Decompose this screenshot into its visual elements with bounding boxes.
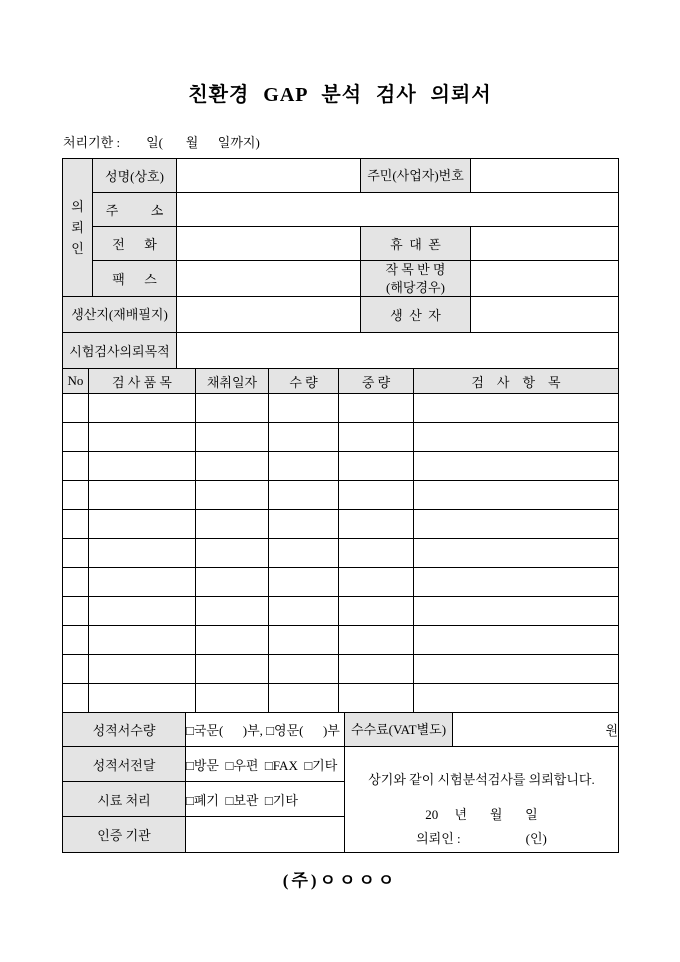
phone-label: 전 화 bbox=[93, 227, 177, 261]
item-cell[interactable] bbox=[196, 510, 269, 539]
crop-team-label-line1: 작 목 반 명 bbox=[385, 262, 446, 277]
item-cell[interactable] bbox=[339, 539, 414, 568]
producer-input-cell[interactable] bbox=[471, 297, 619, 333]
item-row bbox=[63, 423, 619, 452]
item-cell[interactable] bbox=[414, 568, 619, 597]
item-row bbox=[63, 655, 619, 684]
item-cell[interactable] bbox=[339, 452, 414, 481]
col-header-test-items: 검 사 항 목 bbox=[414, 369, 619, 394]
item-row bbox=[63, 597, 619, 626]
item-cell[interactable] bbox=[339, 568, 414, 597]
item-cell[interactable] bbox=[339, 423, 414, 452]
signer-line: 의뢰인 : (인) bbox=[416, 831, 547, 847]
item-cell[interactable] bbox=[63, 510, 89, 539]
report-delivery-options[interactable]: □방문 □우편 □FAX □기타 bbox=[186, 747, 345, 782]
item-cell[interactable] bbox=[269, 655, 339, 684]
item-row bbox=[63, 684, 619, 713]
sample-handling-label: 시료 처리 bbox=[63, 782, 186, 817]
fee-label: 수수료(VAT별도) bbox=[345, 713, 453, 747]
item-row bbox=[63, 452, 619, 481]
col-header-quantity: 수 량 bbox=[269, 369, 339, 394]
item-cell[interactable] bbox=[414, 510, 619, 539]
item-cell[interactable] bbox=[196, 655, 269, 684]
signature-area bbox=[345, 747, 619, 853]
item-cell[interactable] bbox=[196, 684, 269, 713]
item-cell[interactable] bbox=[414, 394, 619, 423]
item-cell[interactable] bbox=[89, 510, 196, 539]
item-cell[interactable] bbox=[196, 568, 269, 597]
fee-input-cell[interactable]: 원 bbox=[453, 713, 619, 747]
item-row bbox=[63, 510, 619, 539]
col-header-item: 검 사 품 목 bbox=[89, 369, 196, 394]
item-cell[interactable] bbox=[196, 539, 269, 568]
item-cell[interactable] bbox=[339, 655, 414, 684]
item-cell[interactable] bbox=[63, 597, 89, 626]
production-site-label: 생산지(재배필지) bbox=[63, 297, 177, 333]
item-cell[interactable] bbox=[63, 684, 89, 713]
item-cell[interactable] bbox=[269, 510, 339, 539]
phone-input-cell[interactable] bbox=[177, 227, 361, 261]
request-statement: 상기와 같이 시험분석검사를 의뢰합니다. bbox=[368, 772, 595, 788]
report-qty-label: 성적서수량 bbox=[63, 713, 186, 747]
deadline-line: 처리기한 : 일( 월 일까지) bbox=[63, 135, 260, 150]
cert-org-input-cell[interactable] bbox=[186, 817, 345, 853]
item-cell[interactable] bbox=[63, 452, 89, 481]
producer-label: 생 산 자 bbox=[361, 297, 471, 333]
item-cell[interactable] bbox=[269, 539, 339, 568]
id-number-label: 주민(사업자)번호 bbox=[361, 159, 471, 193]
item-cell[interactable] bbox=[196, 597, 269, 626]
options-table bbox=[62, 712, 619, 853]
items-table bbox=[62, 368, 619, 713]
date-line: 20 년 월 일 bbox=[425, 807, 538, 823]
item-cell[interactable] bbox=[196, 481, 269, 510]
production-site-input-cell[interactable] bbox=[177, 297, 361, 333]
mobile-label: 휴 대 폰 bbox=[361, 227, 471, 261]
name-label: 성명(상호) bbox=[93, 159, 177, 193]
item-cell[interactable] bbox=[63, 626, 89, 655]
purpose-input-cell[interactable] bbox=[177, 333, 619, 369]
item-row bbox=[63, 481, 619, 510]
col-header-sampling-date: 채취일자 bbox=[196, 369, 269, 394]
fax-label: 팩 스 bbox=[93, 261, 177, 297]
item-cell[interactable] bbox=[269, 423, 339, 452]
item-cell[interactable] bbox=[89, 452, 196, 481]
cert-org-label: 인증 기관 bbox=[63, 817, 186, 853]
item-cell[interactable] bbox=[89, 539, 196, 568]
item-cell[interactable] bbox=[414, 481, 619, 510]
item-cell[interactable] bbox=[63, 539, 89, 568]
item-cell[interactable] bbox=[339, 597, 414, 626]
item-cell[interactable] bbox=[269, 568, 339, 597]
item-cell[interactable] bbox=[339, 626, 414, 655]
item-cell[interactable] bbox=[269, 684, 339, 713]
item-cell[interactable] bbox=[63, 568, 89, 597]
item-cell[interactable] bbox=[63, 655, 89, 684]
item-cell[interactable] bbox=[89, 423, 196, 452]
sample-handling-options[interactable]: □폐기 □보관 □기타 bbox=[186, 782, 345, 817]
item-cell[interactable] bbox=[63, 423, 89, 452]
crop-team-label-line2: (해당경우) bbox=[386, 279, 445, 295]
item-cell[interactable] bbox=[269, 394, 339, 423]
item-cell[interactable] bbox=[89, 394, 196, 423]
item-cell[interactable] bbox=[414, 452, 619, 481]
form-title: 친환경 GAP 분석 검사 의뢰서 bbox=[188, 84, 492, 106]
item-cell[interactable] bbox=[269, 452, 339, 481]
id-number-input-cell[interactable] bbox=[471, 159, 619, 193]
report-qty-options[interactable]: □국문( )부, □영문( )부 bbox=[186, 713, 345, 747]
item-cell[interactable] bbox=[63, 394, 89, 423]
crop-team-label bbox=[361, 261, 471, 297]
item-row bbox=[63, 568, 619, 597]
item-cell[interactable] bbox=[414, 684, 619, 713]
address-input-cell[interactable] bbox=[177, 193, 619, 227]
item-cell[interactable] bbox=[89, 626, 196, 655]
requester-table bbox=[62, 158, 619, 369]
item-cell[interactable] bbox=[414, 539, 619, 568]
item-cell[interactable] bbox=[89, 597, 196, 626]
address-label: 주 소 bbox=[93, 193, 177, 227]
item-cell[interactable] bbox=[63, 481, 89, 510]
item-cell[interactable] bbox=[196, 626, 269, 655]
report-delivery-label: 성적서전달 bbox=[63, 747, 186, 782]
item-cell[interactable] bbox=[414, 626, 619, 655]
form-area bbox=[62, 158, 618, 853]
item-cell[interactable] bbox=[196, 394, 269, 423]
mobile-input-cell[interactable] bbox=[471, 227, 619, 261]
item-cell[interactable] bbox=[339, 394, 414, 423]
item-cell[interactable] bbox=[89, 655, 196, 684]
item-cell[interactable] bbox=[339, 510, 414, 539]
item-cell[interactable] bbox=[269, 626, 339, 655]
crop-team-input-cell[interactable] bbox=[471, 261, 619, 297]
item-cell[interactable] bbox=[414, 597, 619, 626]
item-row bbox=[63, 626, 619, 655]
item-cell[interactable] bbox=[339, 684, 414, 713]
company-footer: (주)ㅇㅇㅇㅇ bbox=[282, 871, 398, 890]
item-cell[interactable] bbox=[196, 452, 269, 481]
items-table-body bbox=[63, 394, 619, 713]
item-cell[interactable] bbox=[269, 597, 339, 626]
item-cell[interactable] bbox=[414, 655, 619, 684]
purpose-label: 시험검사의뢰목적 bbox=[63, 333, 177, 369]
item-cell[interactable] bbox=[89, 568, 196, 597]
item-row bbox=[63, 539, 619, 568]
fax-input-cell[interactable] bbox=[177, 261, 361, 297]
item-cell[interactable] bbox=[196, 423, 269, 452]
item-cell[interactable] bbox=[89, 684, 196, 713]
item-cell[interactable] bbox=[414, 423, 619, 452]
requester-group-label-text: 의뢰인 bbox=[71, 199, 84, 257]
item-cell[interactable] bbox=[269, 481, 339, 510]
col-header-weight: 중 량 bbox=[339, 369, 414, 394]
item-cell[interactable] bbox=[339, 481, 414, 510]
item-cell[interactable] bbox=[89, 481, 196, 510]
item-row bbox=[63, 394, 619, 423]
requester-group-label bbox=[63, 159, 93, 297]
name-input-cell[interactable] bbox=[177, 159, 361, 193]
col-header-no: No bbox=[63, 369, 89, 394]
